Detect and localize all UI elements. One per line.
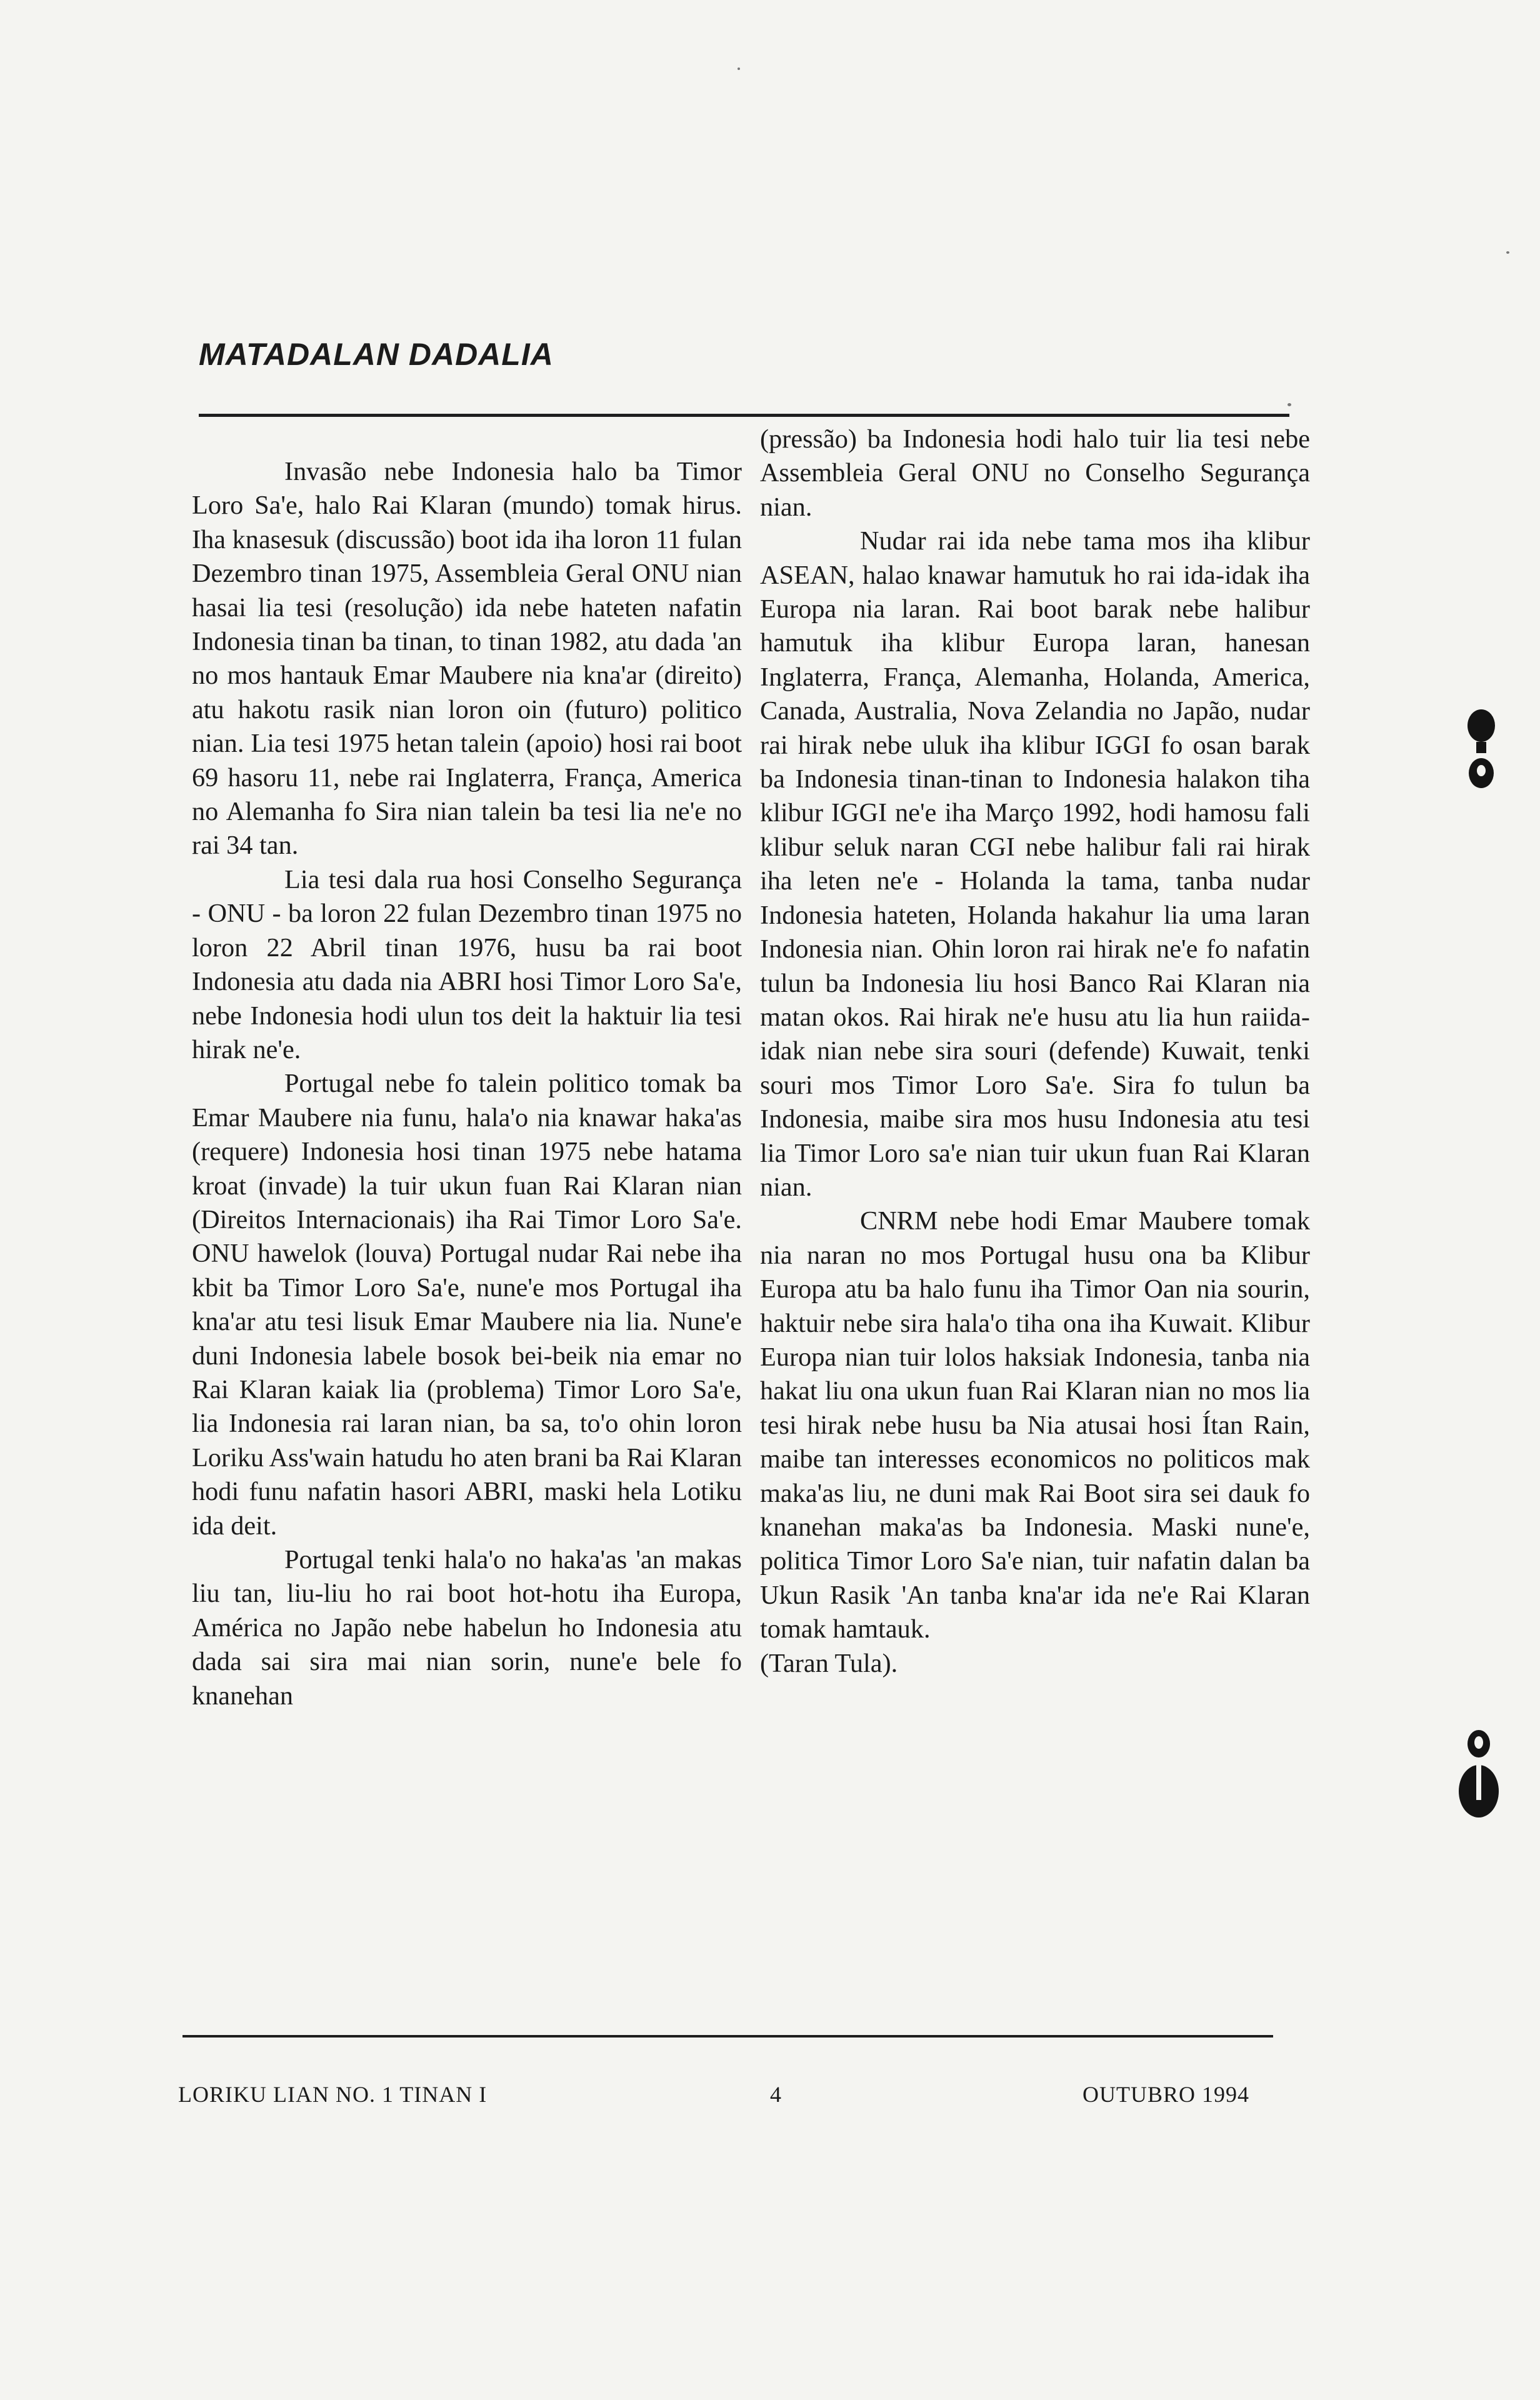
punch-hole-icon	[1456, 1725, 1501, 1825]
paragraph: Portugal tenki hala'o no haka'as 'an makas liu tan, liu-liu ho rai boot hot-hotu iha Europa, América no Japão nebe habelun ho Indonesia atu dada sai sira mai nian sorin, nune'e bele fo knanehan	[192, 1545, 742, 1711]
section-title: MATADALAN DADALIA	[199, 337, 554, 372]
footer-publication: LORIKU LIAN NO. 1 TINAN I	[178, 2082, 488, 2107]
punch-hole-icon	[1462, 703, 1500, 797]
paragraph: Invasão nebe Indonesia halo ba Timor Loro Sa'e, halo Rai Klaran (mundo) tomak hirus. Iha knasesuk (discussão) boot ida iha loron 11 fulan Dezembro tinan 1975, Assembleia Geral ONU nian hasai lia tesi (resolução) ida nebe hateten nafatin Indonesia tinan ba tinan, to tinan 1982, atu dada 'an no mos hantauk Emar Maubere nia kna'ar (direito) atu hakotu rasik nian loron oin (futuro) politico nian. Lia tesi 1975 hetan talein (apoio) hosi rai boot 69 hasoru 11, nebe rai Inglaterra, França, America no Alemanha fo Sira nian talein ba tesi lia ne'e no rai 34 tan.	[192, 457, 742, 861]
right-column	[760, 422, 1310, 1681]
paper-speck	[738, 68, 740, 70]
paragraph: CNRM nebe hodi Emar Maubere tomak nia naran no mos Portugal husu ona ba Klibur Europa atu ba halo funu iha Timor Oan nia sourin, haktuir nebe sira hala'o tiha ona iha Kuwait. Klibur Europa nian tuir lolos haksiak Indonesia, tanba nia hakat liu ona ukun fuan Rai Klaran nian no mos lia tesi hirak nebe husu ba Nia atusai hosi Ítan Rain, maibe tan interesses economicos no politicos mak maka'as liu, ne duni mak Rai Boot sira sei dauk fo knanehan maka'as ba Indonesia. Maski nune'e, politica Timor Loro Sa'e nian, tuir nafatin dalan ba Ukun Rasik 'An tanba kna'ar ida ne'e Rai Klaran tomak hamtauk.	[760, 1206, 1310, 1644]
paragraph: Lia tesi dala rua hosi Conselho Segurança - ONU - ba loron 22 fulan Dezembro tinan 1975 no loron 22 Abril tinan 1976, husu ba rai boot Indonesia atu dada nia ABRI hosi Timor Loro Sa'e, nebe Indonesia hodi ulun tos deit la haktuir lia tesi hirak ne'e.	[192, 864, 742, 1064]
bottom-rule	[182, 2035, 1273, 2038]
footer-date: OUTUBRO 1994	[1082, 2082, 1250, 2107]
paper-speck	[1506, 251, 1509, 254]
paragraph: Portugal nebe fo talein politico tomak ba Emar Maubere nia funu, hala'o nia knawar haka'as (requere) Indonesia hosi tinan 1975 nebe hatama kroat (invade) la tuir ukun fuan Rai Klaran nian (Direitos Internacionais) iha Rai Timor Loro Sa'e. ONU hawelok (louva) Portugal nudar Rai nebe iha kbit ba Timor Loro Sa'e, nune'e mos Portugal iha kna'ar atu tesi lisuk Emar Maubere nia lia. Nune'e duni Indonesia labele bosok bei-beik nia emar no Rai Klaran kaiak lia (problema) Timor Loro Sa'e, lia Indonesia rai laran nian, ba sa, to'o ohin loron Loriku Ass'wain hatudu ho aten brani ba Rai Klaran hodi funu nafatin hasori ABRI, maski hela Lotiku ida deit.	[192, 1069, 742, 1541]
footer-page-number: 4	[770, 2082, 782, 2107]
paragraph: Nudar rai ida nebe tama mos iha klibur ASEAN, halao knawar hamutuk ho rai ida-idak iha Europa nia laran. Rai boot barak nebe halibur hamutuk iha klibur Europa laran, hanesan Inglaterra, França, Alemanha, Holanda, America, Canada, Australia, Nova Zelandia no Japão, nudar rai hirak nebe uluk iha klibur IGGI fo osan barak ba Indonesia tinan-tinan to Indonesia halakon tiha klibur IGGI ne'e iha Março 1992, hodi hamosu fali klibur seluk naran CGI nebe halibur fali rai hirak iha leten ne'e - Holanda la tama, tanba nudar Indonesia hateten, Holanda hakahur lia uma laran Indonesia nian. Ohin loron rai hirak ne'e fo nafatin tulun ba Indonesia liu hosi Banco Rai Klaran nia matan okos. Rai hirak ne'e husu atu lia hun raiida-idak nian nebe sira souri (defende) Kuwait, tenki souri mos Timor Loro Sa'e. Sira fo tulun ba Indonesia, maibe sira mos husu Indonesia atu tesi lia Timor Loro sa'e nian tuir ukun fuan Rai Klaran nian.	[760, 526, 1310, 1202]
paragraph: (pressão) ba Indonesia hodi halo tuir lia tesi nebe Assembleia Geral ONU no Conselho Segurança nian.	[760, 424, 1310, 522]
paper-speck	[1288, 403, 1291, 406]
top-rule	[199, 414, 1289, 417]
signature: (Taran Tula).	[760, 1648, 898, 1678]
left-column	[192, 455, 742, 1713]
